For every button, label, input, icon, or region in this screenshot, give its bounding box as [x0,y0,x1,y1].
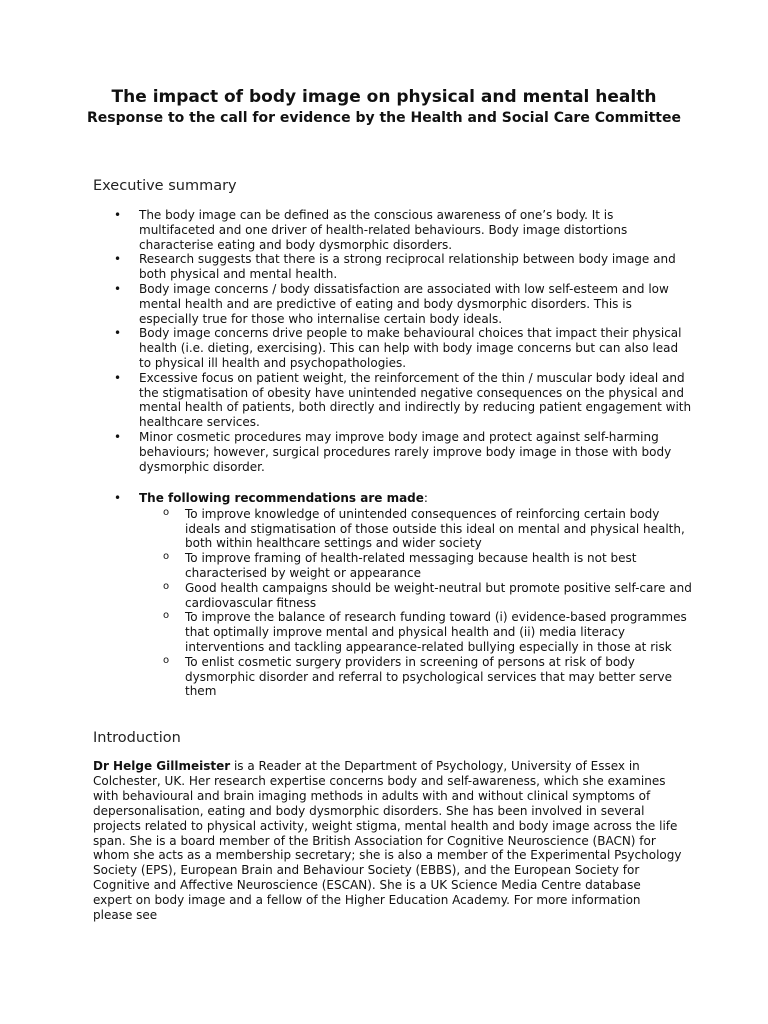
recommendations-bullet [93,491,693,699]
summary-bullet: • Research suggests that there is a strong reciprocal relationship between body image and both physical and mental health. [93,252,693,282]
summary-bullet: • Body image concerns drive people to make behavioural choices that impact their physical health (i.e. dieting, exercising). This can help with body image concerns but can also lead to physical ill health and psychopathologies. [93,326,693,370]
summary-bullet: • The body image can be defined as the conscious awareness of one’s body. It is multifaceted and one driver of health-related behaviours. Body image distortions characterise eating and body dysmorphic disorders. [93,208,693,252]
summary-bullet: • Excessive focus on patient weight, the reinforcement of the thin / muscular body ideal and the stigmatisation of obesity have unintended negative consequences on the physical and mental health of patients, both directly and indirectly by reducing patient engagement with healthcare services. [93,371,693,430]
summary-bullet: • Minor cosmetic procedures may improve body image and protect against self-harming behaviours; however, surgical procedures rarely improve body image in those with body dysmorphic disorder. [93,430,693,474]
recommendation-item: o To improve knowledge of unintended consequences of reinforcing certain body ideals and stigmatisation of those outside this ideal on mental and physical health, both within healthcare settings and wider society [139,507,693,551]
recommendation-item: o To improve framing of health-related messaging because health is not best characterised by weight or appearance [139,551,693,581]
introduction-paragraph [93,759,683,923]
introduction-heading: Introduction [93,730,181,746]
recommendation-item: o To improve the balance of research funding toward (i) evidence-based programmes that optimally improve mental and physical health and (ii) media literacy interventions and tackling appearance-related bullying especially in those at risk [139,610,693,654]
recommendations-lead: The following recommendations are made [139,491,424,505]
document-title: The impact of body image on physical and mental health [111,87,657,107]
recommendations-colon: : [423,491,428,505]
document-subtitle: Response to the call for evidence by the Health and Social Care Committee [87,110,681,126]
recommendations-sublist [139,507,693,699]
summary-bullet: • Body image concerns / body dissatisfaction are associated with low self-esteem and low mental health and are predictive of eating and body dysmorphic disorders. This is especially true for those who internalise certain body ideals. [93,282,693,326]
recommendations-list [93,491,693,699]
introduction-text: is a Reader at the Department of Psychology, University of Essex in Colchester, UK. Her research expertise concerns body and self-awareness, which she examines with behavioural and brain imaging methods in adults with and without clinical symptoms of depersonalisation, eating and body dysmorphic disorders. She has been involved in several projects related to physical activity, weight stigma, mental health and body image across the life span. She is a board member of the British Association for Cognitive Neuroscience (BACN) for whom she acts as a membership secretary; she is also a member of the Experimental Psychology Society (EPS), European Brain and Behaviour Society (EBBS), and the European Society for Cognitive and Affective Neuroscience (ESCAN). She is a UK Science Media Centre database expert on body image and a fellow of the Higher Education Academy. For more information please see [93,759,682,923]
executive-summary-heading: Executive summary [93,178,237,194]
recommendation-item: o Good health campaigns should be weight-neutral but promote positive self-care and cardiovascular fitness [139,581,693,611]
recommendation-item: o To enlist cosmetic surgery providers in screening of persons at risk of body dysmorphic disorder and referral to psychological services that may better serve them [139,655,693,699]
executive-summary-list [93,208,693,474]
author-name: Dr Helge Gillmeister [93,759,231,773]
